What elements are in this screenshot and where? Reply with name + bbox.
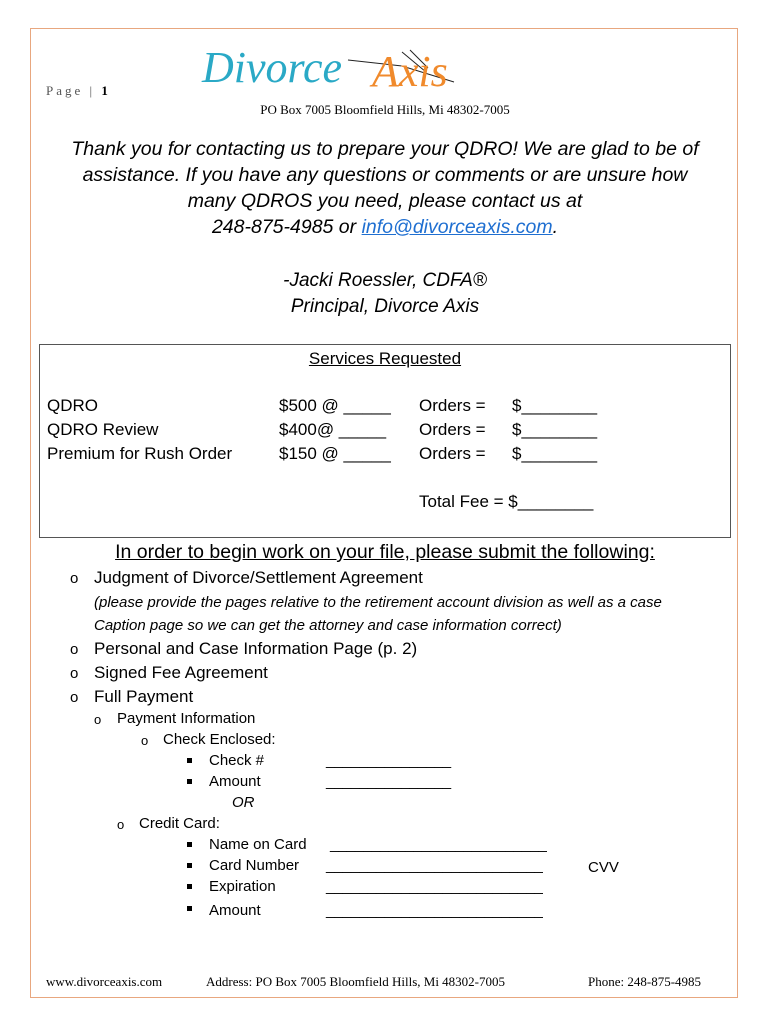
item-personal-case: Personal and Case Information Page (p. 2)	[94, 639, 418, 658]
bullet-o: o	[117, 817, 125, 832]
service-price-qdro: $500 @ _____	[279, 396, 391, 415]
divorce-axis-logo	[196, 42, 486, 96]
service-amount-review[interactable]: $________	[512, 420, 598, 439]
expiration-label: Expiration	[209, 878, 276, 895]
service-price-rush: $150 @ _____	[279, 444, 391, 463]
item-fee-agreement: Signed Fee Agreement	[94, 663, 268, 682]
services-box	[39, 344, 731, 538]
requirements-heading: In order to begin work on your file, please submit the following:	[115, 541, 655, 563]
intro-line-2: assistance. If you have any questions or comments or are unsure how	[82, 164, 688, 186]
page-number-value: 1	[101, 83, 108, 98]
page-number: Page | 1	[46, 83, 108, 98]
service-orders-rush: Orders =	[419, 444, 486, 463]
bullet-o: o	[141, 733, 149, 748]
intro-paragraph	[40, 136, 730, 240]
logo-divorce-text: Divorce	[202, 43, 343, 92]
bullet-o: o	[70, 689, 79, 706]
credit-card-label: Credit Card:	[139, 815, 220, 832]
service-name-review: QDRO Review	[47, 420, 159, 439]
item-judgment: Judgment of Divorce/Settlement Agreement	[94, 568, 423, 587]
check-number-label: Check #	[209, 752, 265, 769]
service-amount-rush[interactable]: $________	[512, 444, 598, 463]
card-number-label: Card Number	[209, 857, 300, 874]
or-label: OR	[232, 794, 255, 811]
bullet-o: o	[70, 570, 79, 587]
service-amount-qdro[interactable]: $________	[512, 396, 598, 415]
check-amount-blank[interactable]: _______________	[326, 773, 452, 790]
service-name-qdro: QDRO	[47, 396, 98, 415]
card-number-blank[interactable]: __________________________	[326, 857, 543, 874]
card-name-label: Name on Card	[209, 836, 307, 853]
header-address: PO Box 7005 Bloomfield Hills, Mi 48302-7005	[260, 102, 510, 117]
intro-line-4	[40, 214, 730, 240]
email-link[interactable]: info@divorceaxis.com	[361, 216, 553, 238]
service-orders-qdro: Orders =	[419, 396, 486, 415]
item-full-payment: Full Payment	[94, 687, 194, 706]
expiration-blank[interactable]: __________________________	[326, 878, 543, 895]
payment-info-label: Payment Information	[117, 710, 256, 727]
bullet-o: o	[70, 665, 79, 682]
card-amount-label: Amount	[209, 902, 261, 919]
service-orders-review: Orders =	[419, 420, 486, 439]
intro-line-3: many QDROS you need, please contact us at	[187, 190, 583, 212]
cvv-label: CVV	[588, 859, 619, 876]
bullet-square	[187, 863, 192, 868]
intro-phone: 248-875-4985 or	[211, 216, 362, 238]
bullet-square	[187, 884, 192, 889]
footer-phone: Phone: 248-875-4985	[588, 974, 702, 989]
bullet-square	[187, 842, 192, 847]
bullet-square	[187, 906, 192, 911]
bullet-o: o	[94, 712, 102, 727]
footer-website[interactable]: www.divorceaxis.com	[46, 974, 163, 989]
bullet-o: o	[70, 641, 79, 658]
item-judgment-note-1: (please provide the pages relative to the retirement account division as well as a case	[94, 594, 662, 611]
check-enclosed-label: Check Enclosed:	[163, 731, 276, 748]
page-label: Page	[46, 83, 84, 98]
services-title: Services Requested	[308, 349, 462, 368]
total-fee[interactable]: Total Fee = $________	[419, 492, 594, 511]
check-number-blank[interactable]: _______________	[326, 752, 452, 769]
signature-title: Principal, Divorce Axis	[290, 296, 480, 317]
logo-axis-text: Axis	[372, 47, 448, 96]
service-price-review: $400@ _____	[279, 420, 387, 439]
footer-address: Address: PO Box 7005 Bloomfield Hills, Mi 48302-7005	[206, 974, 506, 989]
bullet-square	[187, 758, 192, 763]
card-amount-blank[interactable]: __________________________	[326, 902, 543, 919]
check-amount-label: Amount	[209, 773, 261, 790]
intro-end: .	[552, 216, 559, 238]
card-name-blank[interactable]: __________________________	[330, 836, 547, 853]
intro-line-1: Thank you for contacting us to prepare your QDRO! We are glad to be of	[71, 138, 699, 160]
item-judgment-note-2: Caption page so we can get the attorney and case information correct)	[94, 617, 562, 634]
signature-name: -Jacki Roessler, CDFA®	[283, 270, 487, 291]
bullet-square	[187, 779, 192, 784]
service-name-rush: Premium for Rush Order	[47, 444, 233, 463]
